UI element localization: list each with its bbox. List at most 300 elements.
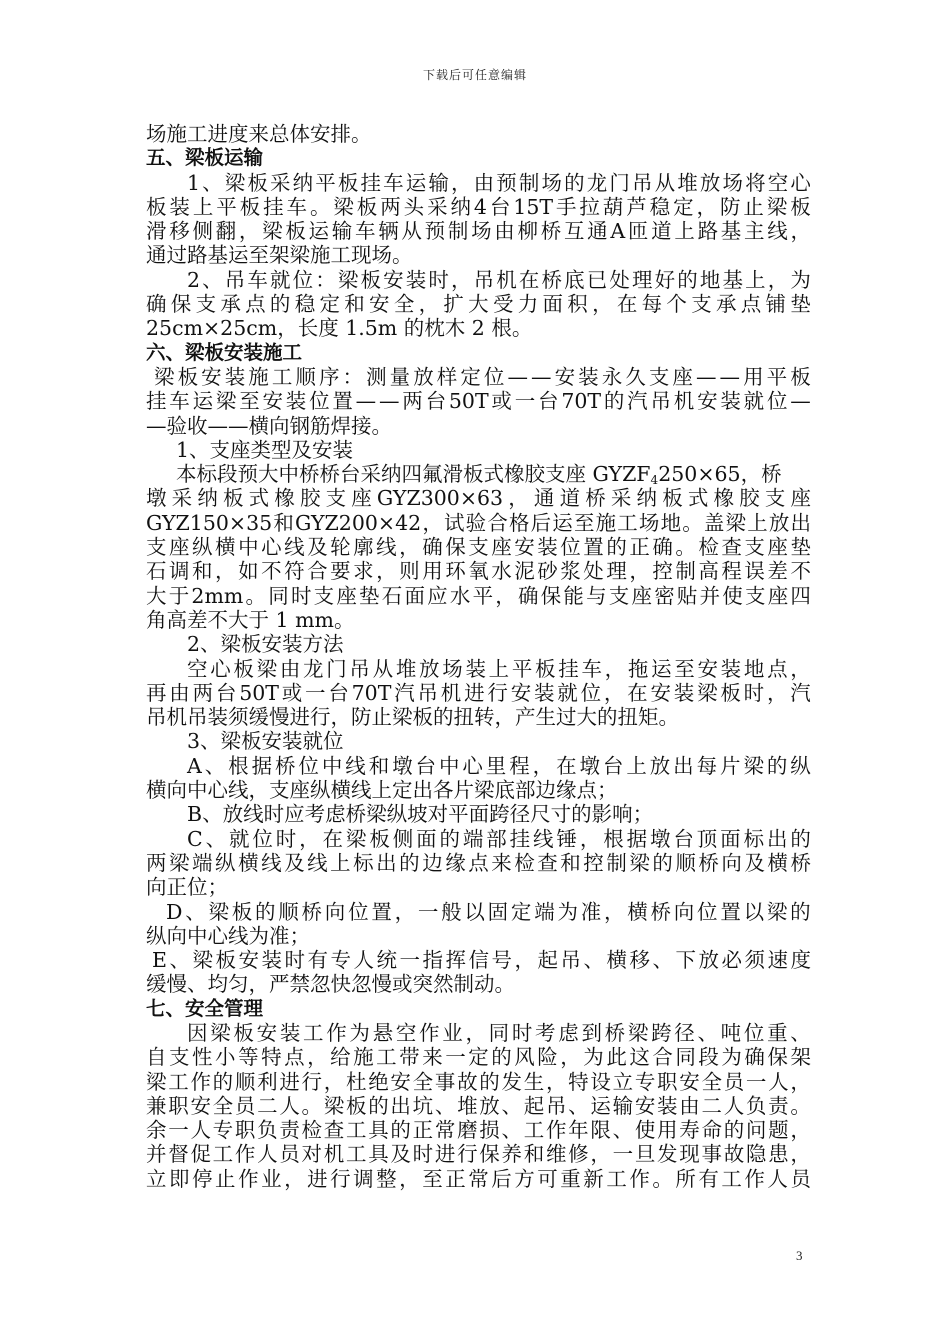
glyph: 此 [606,1045,627,1070]
glyph: 板 [345,1093,367,1118]
text-line [146,1142,811,1166]
glyph: ， [307,1045,328,1070]
glyph: 格 [508,510,530,535]
glyph: 后 [530,510,552,535]
glyph: 面 [542,292,563,317]
glyph: 采 [270,170,291,195]
glyph: 每 [641,292,663,317]
glyph: 年 [568,1118,589,1143]
glyph: 。 [652,1166,673,1191]
text-line: 25cm×25cm，长度 1.5m 的枕木 2 根。 [146,316,533,341]
glyph: 部 [486,826,507,851]
glyph: 作 [234,1142,256,1167]
glyph: 用 [743,364,764,389]
glyph: 吨 [720,1020,742,1045]
glyph: 出 [376,850,397,875]
glyph: 空 [395,1020,417,1045]
glyph: 线 [376,535,397,560]
glyph: 装 [465,656,486,681]
glyph: 员 [790,1166,811,1191]
glyph: 支 [313,583,335,608]
glyph: 般 [441,899,462,924]
glyph: 梁 [169,850,190,875]
glyph: 时 [428,267,449,292]
glyph: 调 [353,1166,374,1191]
glyph: 出 [766,826,788,851]
glyph: 堆 [457,1093,478,1118]
glyph: 控 [583,850,604,875]
glyph: 由 [679,1093,700,1118]
glyph: 的 [439,826,460,851]
glyph: 考 [535,1020,556,1045]
glyph: 理 [606,559,627,584]
glyph: 板 [146,194,167,219]
glyph: 时 [275,826,297,851]
glyph: ， [238,219,260,244]
glyph: 员 [234,1093,256,1118]
glyph: 全 [393,292,415,317]
glyph: 。 [790,1093,811,1118]
glyph: 头 [403,194,425,219]
text-line [146,365,811,389]
glyph: 重 [560,1166,581,1191]
glyph: 虑 [558,1020,579,1045]
glyph: 和 [192,559,213,584]
glyph: 有 [307,948,328,973]
glyph: 两 [402,389,423,414]
glyph: 滑 [146,219,167,244]
subheading-2: 2、梁板安装方法 [187,632,344,657]
glyph: 负 [745,1093,767,1118]
glyph: 2mm [191,583,244,608]
glyph: 安 [554,364,576,389]
glyph: ， [465,1020,486,1045]
glyph: 移 [629,948,650,973]
glyph: 一 [168,1118,189,1143]
glyph: 因 [187,1020,208,1045]
glyph: 为 [790,267,811,292]
glyph: 置 [720,899,741,924]
glyph: 定 [319,292,340,317]
glyph: 维 [545,1142,567,1167]
glyph: 人 [279,1093,300,1118]
glyph: 式 [687,486,709,511]
glyph: 支 [195,292,217,317]
glyph: 端 [192,850,213,875]
glyph: 施 [595,510,617,535]
glyph: 发 [501,1069,522,1094]
glyph: 匝 [627,219,649,244]
glyph: ， [284,1166,305,1191]
glyph: 已 [586,267,608,292]
glyph: 点 [245,292,266,317]
page-header: 下载后可任意编辑 [422,68,527,82]
glyph: 安 [697,656,718,681]
glyph: 稳 [294,292,316,317]
glyph: 座 [491,535,512,560]
glyph: 底 [564,267,585,292]
glyph: 上 [745,267,766,292]
glyph: 安 [369,292,390,317]
glyph: 利 [257,1069,278,1094]
glyph: 同 [268,583,289,608]
glyph: 置 [371,899,392,924]
glyph: 全 [701,1069,722,1094]
glyph: 车 [581,656,602,681]
glyph: 、 [169,948,190,973]
text-line: 横向中心线，支座纵横线上定出各片梁底部边缘点； [146,778,618,803]
glyph: 于 [168,583,190,608]
glyph: 时 [412,1142,434,1167]
document-body [146,122,811,1191]
glyph: 面 [404,583,425,608]
glyph: 场 [722,170,744,195]
glyph: 特 [568,1069,589,1094]
glyph: 立 [146,1166,167,1191]
glyph: 保 [170,292,192,317]
glyph: 梁 [627,1020,649,1045]
glyph: 装 [285,389,307,414]
glyph: 坑 [412,1093,434,1118]
glyph: 装 [673,680,695,705]
glyph: ， [696,194,718,219]
glyph: — [378,389,400,414]
glyph: 调 [169,559,190,584]
glyph: 定 [673,194,694,219]
glyph: 龙 [586,170,608,195]
glyph: 起 [537,948,558,973]
text-line: 吊机吊装须缓慢进行，防止梁板的扭转，产生过大的扭矩。 [146,705,679,730]
glyph: 的 [212,1069,234,1094]
glyph: 横 [215,535,236,560]
glyph: 位 [766,389,788,414]
glyph: 施 [353,1045,374,1070]
glyph: 段 [698,1045,719,1070]
glyph: 墩 [146,486,167,511]
glyph: 梁 [333,194,354,219]
glyph: 和 [523,1142,545,1167]
glyph: 装 [279,1020,301,1045]
glyph: 防 [719,194,741,219]
glyph: 承 [715,292,737,317]
glyph: 梁 [766,194,788,219]
glyph: 梁 [323,1093,345,1118]
glyph: 梁 [208,899,229,924]
glyph: 所 [675,1166,696,1191]
text-line [146,486,811,510]
glyph: 顺 [675,850,696,875]
glyph: 来 [491,850,512,875]
glyph: 桥 [301,899,323,924]
glyph: 在 [627,680,648,705]
page-number: 3 [796,1248,803,1263]
glyph: 放 [699,170,721,195]
glyph: 芦 [626,194,647,219]
glyph: ， [629,559,650,584]
glyph: 4 [473,194,487,219]
glyph: 悬 [372,1020,394,1045]
glyph: 横 [767,850,788,875]
glyph: 板 [369,826,390,851]
glyph: 速 [767,948,788,973]
glyph: 梁 [345,826,367,851]
glyph: 地 [660,510,682,535]
glyph: 旦 [634,1142,656,1167]
glyph: 地 [699,267,721,292]
glyph: 时 [511,1020,533,1045]
glyph: 墩 [579,753,600,778]
glyph: 支 [691,292,712,317]
glyph: 业 [261,1166,282,1191]
glyph: 后 [491,1166,512,1191]
glyph: 作 [326,1020,347,1045]
glyph: 纳 [450,194,471,219]
glyph: — [790,389,811,414]
glyph: 及 [307,535,328,560]
glyph: 二 [701,1093,722,1118]
glyph: 板 [222,486,244,511]
glyph: 堆 [395,656,417,681]
glyph: 放 [419,656,440,681]
glyph: 胶 [299,486,321,511]
subscript: 4 [650,473,659,488]
glyph: 平 [766,364,788,389]
glyph: 或 [281,680,303,705]
glyph: 道 [559,486,581,511]
glyph: 氧 [468,559,489,584]
glyph: 每 [696,753,718,778]
glyph: 砂 [537,559,558,584]
glyph: 板 [360,267,382,292]
glyph: 的 [368,1093,389,1118]
glyph: 置 [583,535,604,560]
glyph: 端 [462,826,484,851]
glyph: 同 [675,1045,696,1070]
glyph: 大 [146,583,167,608]
glyph: 须 [744,948,765,973]
glyph: 挂 [360,170,382,195]
glyph: 专 [212,1118,234,1143]
glyph: 上 [674,219,695,244]
glyph: 查 [323,1118,345,1143]
glyph: 出 [390,1093,411,1118]
glyph: — [719,364,740,389]
glyph: 安 [201,364,222,389]
glyph: 安 [650,680,671,705]
glyph: 误 [744,559,765,584]
glyph: 起 [523,1093,545,1118]
glyph: 梁 [766,899,788,924]
glyph: 车 [169,389,190,414]
glyph: 梁 [210,1020,231,1045]
glyph: 、 [205,826,227,851]
glyph: 磨 [457,1118,478,1143]
glyph: ： [315,267,336,292]
text-line [146,851,811,875]
glyph: 吊 [417,680,438,705]
glyph: 等 [238,1045,259,1070]
glyph: 保 [540,583,562,608]
glyph: 装 [537,535,558,560]
glyph: 装 [720,389,741,414]
glyph: 输 [612,1093,634,1118]
glyph: GYZ150×35 [146,510,273,535]
glyph: 好 [654,267,676,292]
glyph: 吊 [473,267,495,292]
glyph: 线 [307,850,328,875]
glyph: 、 [434,1093,456,1118]
glyph: 修 [568,1142,589,1167]
glyph: ， [790,656,811,681]
glyph: 向 [721,850,742,875]
glyph: 制 [447,219,469,244]
glyph: 工 [617,510,638,535]
glyph: 号 [491,948,512,973]
glyph: ， [451,170,472,195]
text-line [146,292,811,316]
glyph: 人 [257,1142,278,1167]
glyph: 台 [215,680,237,705]
glyph: 板 [790,194,811,219]
glyph: 的 [677,267,698,292]
glyph: ， [560,1045,581,1070]
glyph: 的 [723,1118,745,1143]
text-line [146,171,811,195]
glyph: 挂 [509,826,531,851]
glyph: 辆 [378,219,399,244]
glyph: 养 [501,1142,522,1167]
glyph: ， [790,1069,811,1094]
glyph: 板 [662,486,683,511]
glyph: 式 [248,486,270,511]
glyph: 行 [330,1166,351,1191]
glyph: 停 [192,1166,213,1191]
glyph: 负 [257,1118,278,1143]
glyph: 梁 [262,219,283,244]
glyph: 装 [224,364,246,389]
glyph: 及 [390,1142,411,1167]
glyph: 工 [212,1142,234,1167]
glyph: 顺 [295,364,316,389]
glyph: 。 [682,510,703,535]
glyph: 处 [583,559,604,584]
glyph: A [187,753,202,778]
glyph: 平 [511,656,533,681]
glyph: 机 [673,389,695,414]
glyph: 线 [261,850,282,875]
glyph: 的 [269,292,291,317]
glyph: 、 [202,170,223,195]
glyph: 位 [298,753,319,778]
glyph: 线 [345,753,366,778]
glyph: 作 [744,1166,765,1191]
glyph: ， [508,486,529,511]
glyph: ， [790,1142,811,1167]
text-line: 通过路基运至架梁施工现场。 [146,243,413,268]
glyph: 或 [491,389,512,414]
glyph: 职 [657,1069,678,1094]
glyph: 设 [590,1069,611,1094]
glyph: 铺 [765,292,787,317]
glyph: 和 [560,850,581,875]
glyph: 位 [309,389,330,414]
glyph: 板 [177,364,199,389]
glyph: 通 [587,219,608,244]
glyph: 量 [389,364,411,389]
glyph: 问 [745,1118,767,1143]
glyph: 挂 [146,389,167,414]
glyph: 手 [555,194,577,219]
glyph: 线 [767,219,788,244]
glyph: ， [418,292,440,317]
glyph: 用 [657,1118,678,1143]
glyph: 保 [479,1142,500,1167]
glyph: 风 [514,1045,535,1070]
glyph: 侧 [392,826,414,851]
glyph: 机 [323,1142,345,1167]
glyph: 安 [679,1069,700,1094]
glyph: ， [767,267,789,292]
glyph: 由 [473,170,495,195]
glyph: 1 [187,170,201,195]
glyph: 安 [514,535,535,560]
glyph: 空 [767,170,789,195]
glyph: 心 [462,753,483,778]
glyph: 工 [721,1166,742,1191]
subheading-3: 3、梁板安装就位 [187,729,344,754]
glyph: 装 [261,948,282,973]
glyph: 梁 [215,389,237,414]
glyph: 50T [448,389,489,414]
glyph: 检 [698,535,719,560]
glyph: 险 [537,1045,558,1070]
glyph: 车 [354,219,376,244]
glyph: 时 [290,583,312,608]
glyph: 拉 [579,194,600,219]
glyph: 板 [231,899,253,924]
glyph: 上 [747,510,768,535]
glyph: 支 [648,364,670,389]
glyph: E [152,948,167,973]
glyph: 作 [190,1069,211,1094]
glyph: 机 [440,680,462,705]
glyph: 的 [790,826,811,851]
glyph: 个 [666,292,687,317]
glyph: 运 [405,170,427,195]
glyph: 点 [740,292,762,317]
glyph: 场 [471,219,492,244]
glyph: 时 [284,948,305,973]
glyph: 以 [743,899,765,924]
glyph: 。 [675,535,696,560]
glyph: 确 [517,583,539,608]
glyph: 差 [767,559,788,584]
glyph: 的 [255,899,276,924]
glyph: 人 [723,1093,745,1118]
glyph: 台 [415,753,437,778]
glyph: 具 [368,1142,389,1167]
glyph: 梁 [154,364,175,389]
glyph: 据 [626,826,648,851]
glyph: 则 [399,559,420,584]
glyph: 板 [239,194,261,219]
text-line [146,559,811,583]
glyph: 立 [612,1069,634,1094]
glyph: 在 [556,753,577,778]
glyph: 座 [790,486,811,511]
glyph: ， [394,899,416,924]
glyph: 作 [238,1166,259,1191]
